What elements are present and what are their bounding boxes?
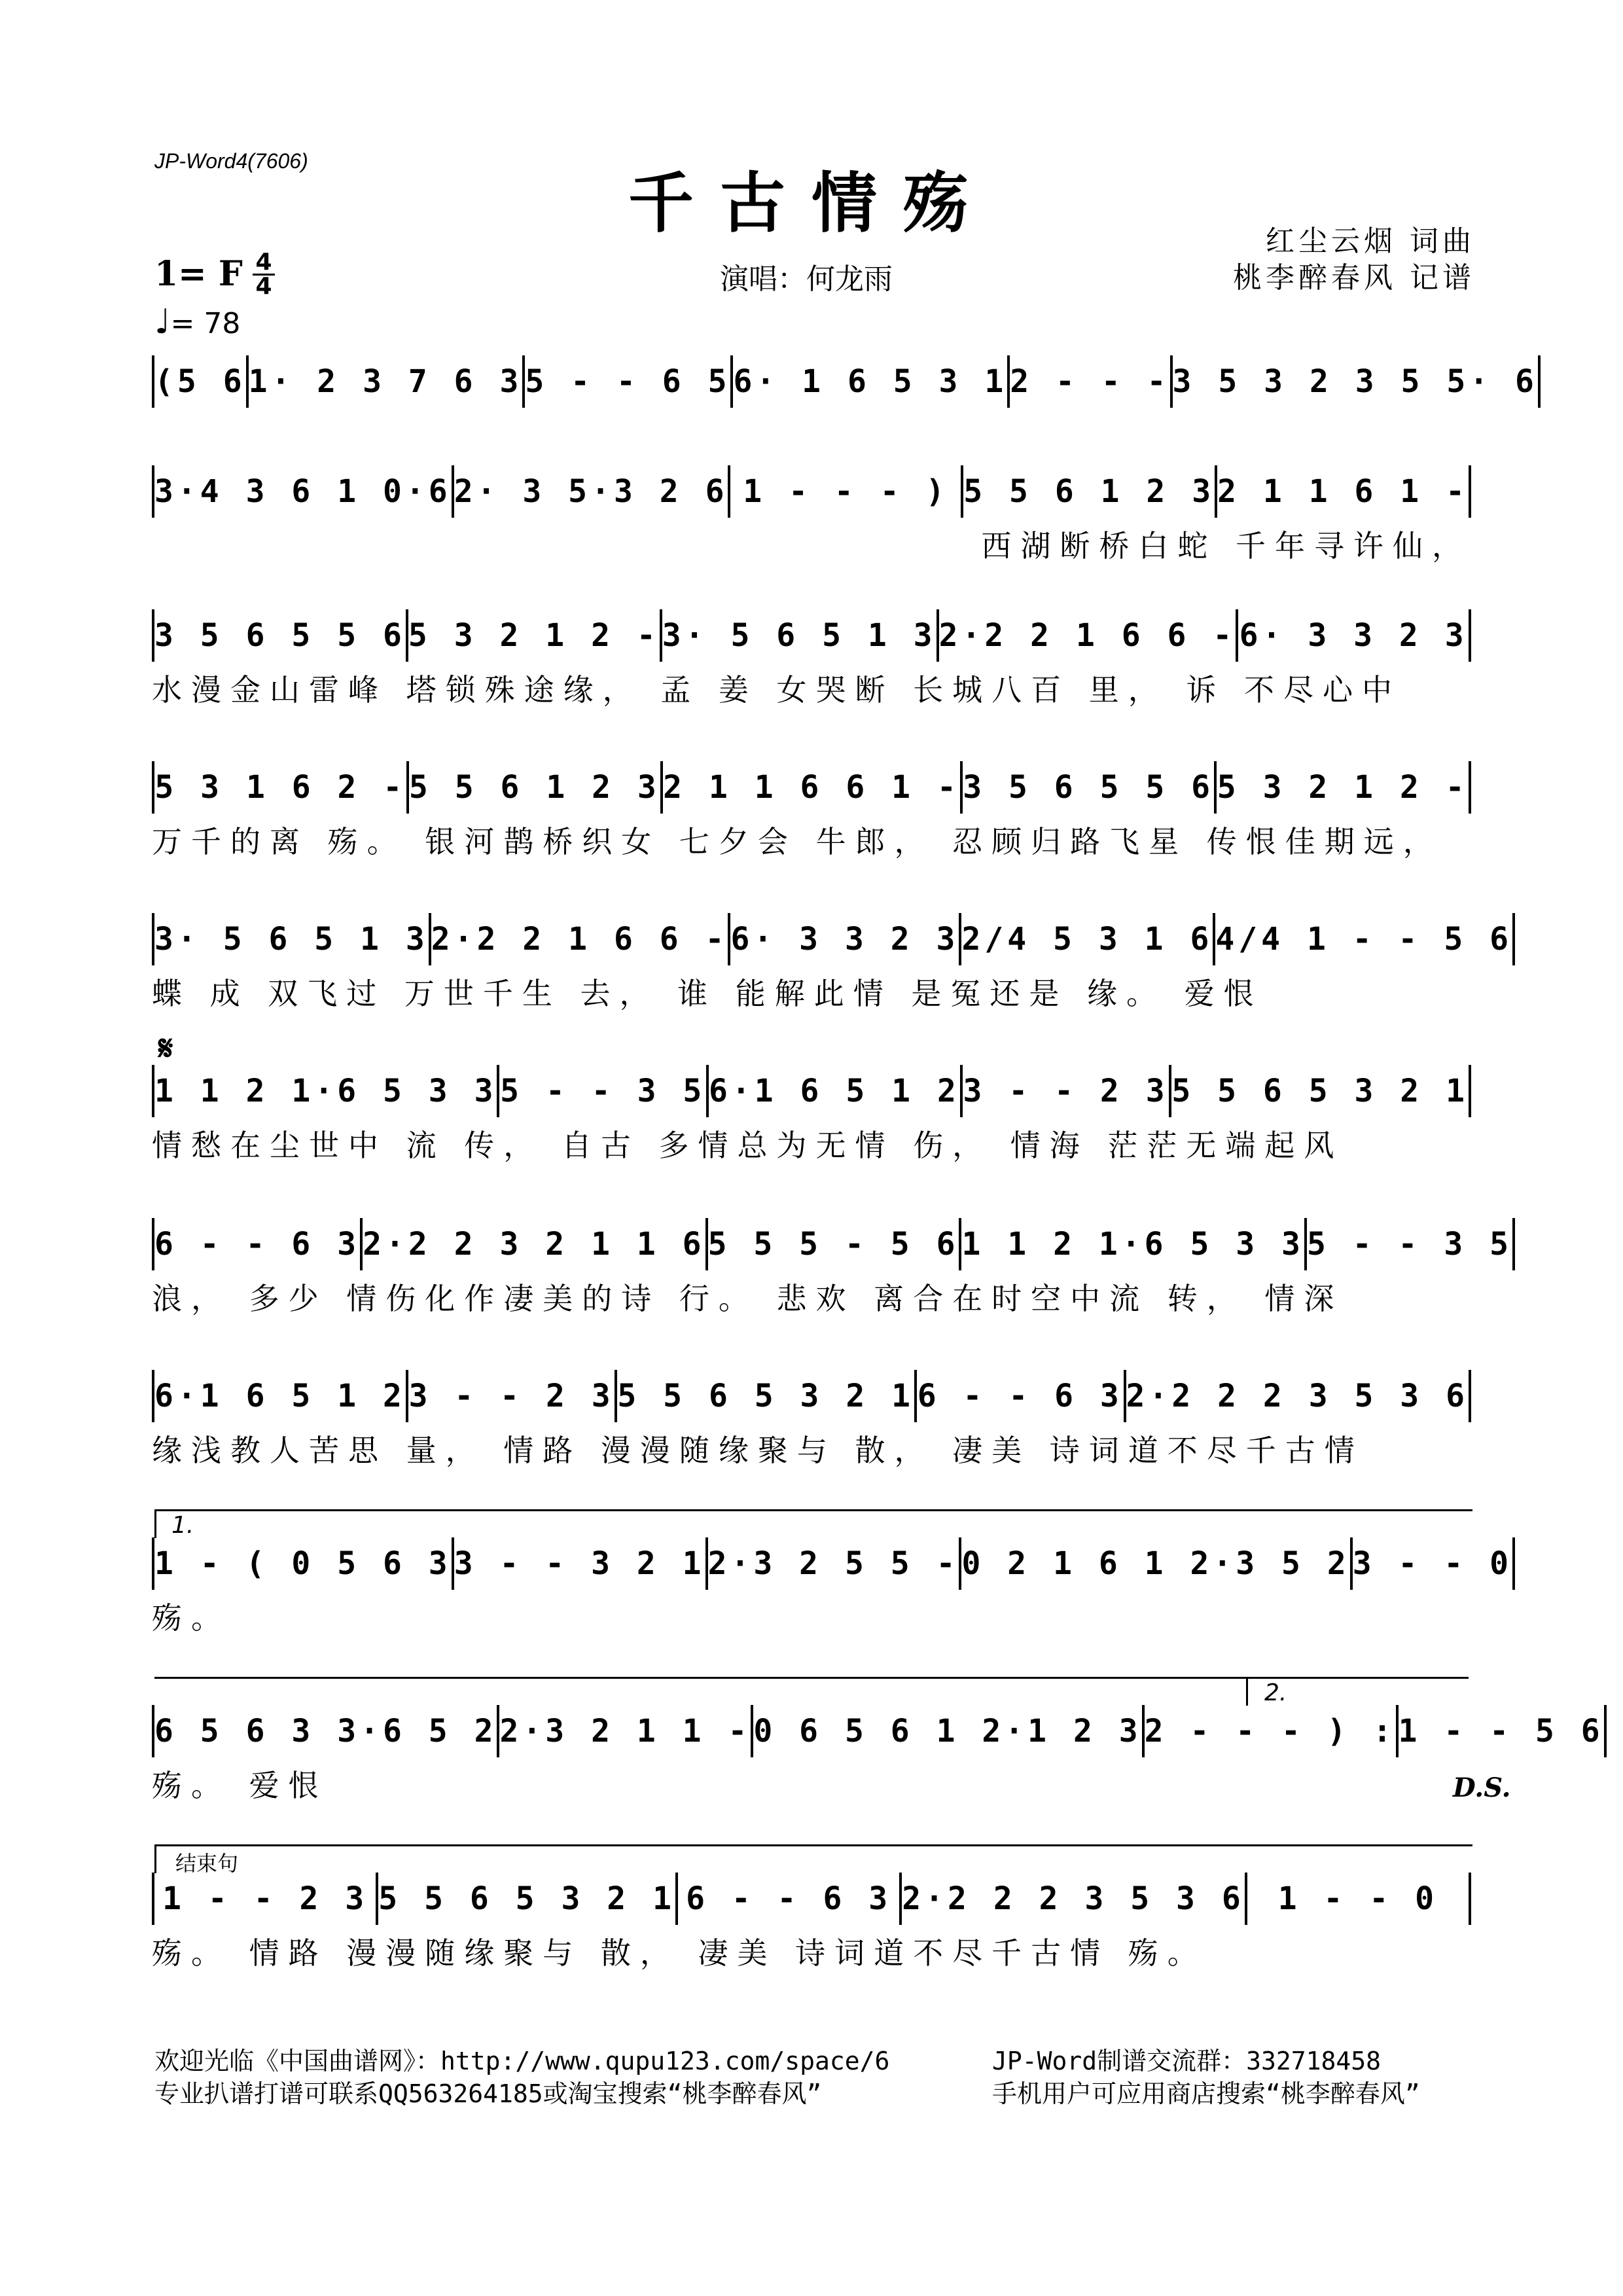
score-credit: 桃李醉春风 记谱 [1233, 261, 1475, 295]
barline [1512, 1537, 1515, 1590]
measure: 5 3 2 1 2 - [1217, 769, 1469, 806]
measure: 1 1 2 1·6 5 3 3 [154, 1073, 497, 1109]
measure: 1 - - 5 6 [1398, 1713, 1604, 1749]
volta1-continued [154, 1677, 1246, 1679]
barline [1512, 1218, 1515, 1270]
barline [1512, 913, 1515, 965]
lyric-line: 万千的离 殇。 银河鹊桥织女 七夕会 牛郎， 忍顾归路飞星 传恨佳期远， [152, 824, 1442, 859]
footer-site: 欢迎光临《中国曲谱网》：http://www.qupu123.com/space/6 [154, 2047, 890, 2075]
measure: 3 5 6 5 5 6 [963, 769, 1215, 806]
segno-icon: 𝄋 [158, 1029, 173, 1068]
time-sig-top: 4 [255, 249, 272, 276]
lyric-line: 情愁在尘世中 流 传， 自古 多情总为无情 伤， 情海 茫茫无端起风 [152, 1128, 1344, 1163]
ending-bracket [154, 1844, 1472, 1846]
measure: 2 1 1 6 6 1 - [663, 769, 960, 806]
lyric-line: 浪， 多少 情伤化作凄美的诗 行。 悲欢 离合在时空中流 转， 情深 [152, 1281, 1344, 1316]
measure: 3 - - 0 [1352, 1545, 1513, 1582]
staff-row [152, 1216, 1513, 1272]
tempo [154, 302, 240, 342]
measure: 2· 3 5·3 2 6 [454, 473, 728, 510]
measure: 1 1 2 1·6 5 3 3 [961, 1226, 1304, 1263]
measure: 6 - - 6 3 [917, 1378, 1123, 1414]
footer-mobile: 手机用户可应用商店搜索“桃李醉春风” [992, 2079, 1420, 2108]
measure: 3 - - 2 3 [408, 1378, 615, 1414]
measure: 3· 5 6 5 1 3 [154, 921, 429, 958]
measure: 5 - - 6 5 [525, 363, 731, 400]
quarter-note-icon: ♩ [154, 302, 171, 342]
measure: 2·2 2 3 2 1 1 6 [363, 1226, 705, 1263]
measure: 6 5 6 3 3·6 5 2 [154, 1713, 497, 1749]
measure: 2·2 2 2 3 5 3 6 [1126, 1378, 1469, 1414]
volta2-bracket [1246, 1677, 1469, 1679]
measure: 5 - - 3 5 [500, 1073, 706, 1109]
barline [1469, 465, 1471, 518]
measure: 2·2 2 1 6 6 - [938, 617, 1236, 654]
measure: 2·3 2 5 5 - [707, 1545, 959, 1582]
measure: 6· 1 6 5 3 1 [733, 363, 1008, 400]
key-signature: 1= F [154, 254, 243, 294]
barline [1469, 1873, 1471, 1925]
measure: 2·2 2 2 3 5 3 6 [902, 1880, 1245, 1917]
measure: 1 - - - ) [743, 473, 949, 510]
measure: 6·1 6 5 1 2 [154, 1378, 406, 1414]
barline [1604, 1705, 1607, 1757]
measure: 2 - - - ) : [1144, 1713, 1396, 1749]
measure: 1· 2 3 7 6 3 [248, 363, 523, 400]
measure: 1 - - 2 3 [162, 1880, 368, 1917]
ending-label: 结束句 [175, 1851, 239, 1876]
tempo-value: = 78 [170, 307, 241, 340]
measure: 1 - - 0 [1277, 1880, 1438, 1917]
lyric-line: 蝶 成 双飞过 万世千生 去， 谁 能解此情 是冤还是 缘。 爱恨 [152, 976, 1263, 1011]
measure: 2 - - - [1010, 363, 1170, 400]
measure: 0 2 1 6 1 2·3 5 2 [961, 1545, 1350, 1582]
measure: 6·1 6 5 1 2 [708, 1073, 960, 1109]
measure: 5 5 6 5 3 2 1 [378, 1880, 675, 1917]
lyric-line: 缘浅教人苦思 量， 情路 漫漫随缘聚与 散， 凄美 诗词道不尽千古情 [152, 1433, 1364, 1468]
barline [1469, 609, 1471, 662]
measure: 3 - - 3 2 1 [454, 1545, 705, 1582]
footer-group: JP-Word制谱交流群：332718458 [992, 2047, 1382, 2075]
barline [1469, 1370, 1471, 1422]
volta2-label: 2. [1264, 1679, 1287, 1706]
volta1-label: 1. [171, 1512, 194, 1539]
footer-contact: 专业扒谱打谱可联系QQ563264185或淘宝搜索“桃李醉春风” [154, 2079, 822, 2108]
measure: 6 - - 6 3 [154, 1226, 361, 1263]
software-version: JP-Word4(7606) [154, 149, 308, 173]
measure: 2·3 2 1 1 - [499, 1713, 751, 1749]
ds-marking: D.S. [1453, 1772, 1511, 1803]
staff-row [152, 1535, 1513, 1592]
measure: 2·2 2 1 6 6 - [431, 921, 728, 958]
measure: 3 5 6 5 5 6 [154, 617, 406, 654]
measure: 6· 3 3 2 3 [730, 921, 959, 958]
time-signature [253, 251, 275, 298]
volta2-bracket-left [1246, 1677, 1248, 1706]
measure: 6 - - 6 3 [686, 1880, 892, 1917]
lyric-line: 西湖断桥白蛇 千年寻许仙， [981, 528, 1471, 564]
measure: 5 - - 3 5 [1306, 1226, 1513, 1263]
lyric-line: 殇。 爱恨 [152, 1768, 328, 1803]
measure: 5 5 5 - 5 6 [707, 1226, 959, 1263]
barline [1469, 761, 1471, 814]
volta1-bracket-left [154, 1509, 156, 1538]
measure: 6· 3 3 2 3 [1239, 617, 1468, 654]
measure: 3·4 3 6 1 0·6 [154, 473, 452, 510]
staff-row [152, 1368, 1471, 1424]
staff-row [152, 1063, 1471, 1119]
measure: 5 5 6 5 3 2 1 [617, 1378, 915, 1414]
staff-row [152, 911, 1513, 967]
lyric-line: 殇。 情路 漫漫随缘聚与 散， 凄美 诗词道不尽千古情 殇。 [152, 1935, 1207, 1971]
measure: 5 5 6 5 3 2 1 [1171, 1073, 1469, 1109]
staff-row [152, 353, 1538, 410]
staff-row [152, 759, 1471, 816]
measure: 5 5 6 1 2 3 [408, 769, 660, 806]
measure: 3 5 3 2 3 5 5· 6 [1172, 363, 1538, 400]
measure: (5 6 [154, 363, 246, 400]
lyric-line: 殇。 [152, 1600, 230, 1636]
singer: 演唱：何龙雨 [720, 262, 893, 296]
lyric-line: 水漫金山雷峰 塔锁殊途缘， 孟 姜 女哭断 长城八百 里， 诉 不尽心中 [152, 672, 1401, 708]
song-title: 千古情殇 [628, 164, 995, 242]
ending-bracket-left [154, 1844, 156, 1873]
measure: 5 5 6 1 2 3 [963, 473, 1215, 510]
barline [1538, 355, 1541, 408]
staff-row [152, 463, 1471, 520]
staff-row [152, 607, 1471, 664]
measure: 4/4 1 - - 5 6 [1215, 921, 1513, 958]
measure: 5 3 2 1 2 - [408, 617, 660, 654]
measure: 2 1 1 6 1 - [1217, 473, 1469, 510]
staff-row [152, 1871, 1471, 1927]
lyrics-credit: 红尘云烟 词曲 [1266, 224, 1475, 258]
staff-row [152, 1703, 1604, 1759]
measure: 5 3 1 6 2 - [154, 769, 406, 806]
measure: 3· 5 6 5 1 3 [662, 617, 936, 654]
measure: 0 6 5 6 1 2·1 2 3 [753, 1713, 1142, 1749]
measure: 3 - - 2 3 [963, 1073, 1169, 1109]
measure: 1 - ( 0 5 6 3 [154, 1545, 452, 1582]
time-sig-bottom: 4 [255, 273, 272, 300]
measure: 2/4 5 3 1 6 [961, 921, 1213, 958]
barline [1469, 1065, 1471, 1117]
volta1-bracket [154, 1509, 1472, 1511]
